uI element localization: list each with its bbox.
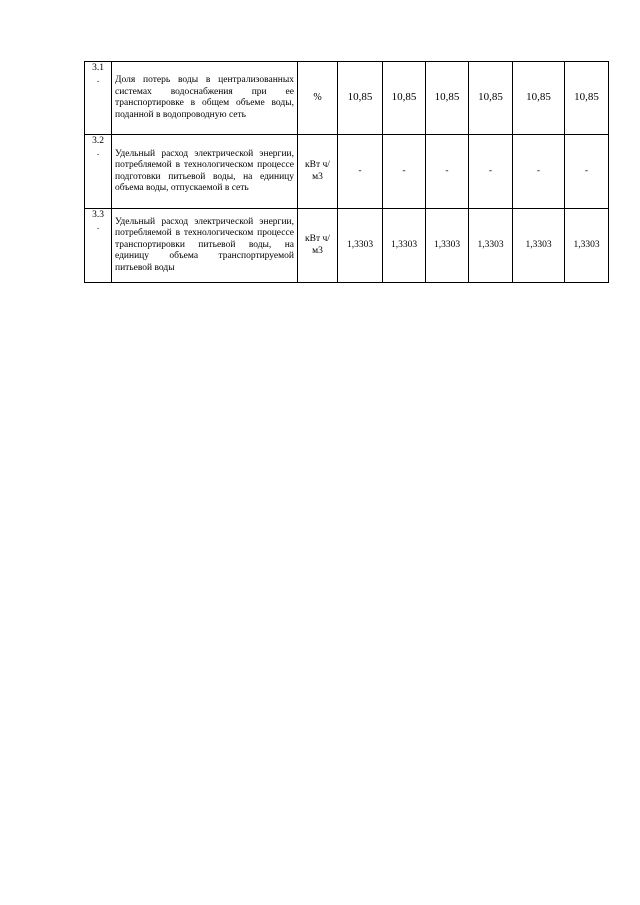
value-cell: 1,3303 <box>469 209 513 283</box>
indicators-table <box>84 61 609 283</box>
value-cell: - <box>565 135 609 209</box>
value-cell: - <box>338 135 383 209</box>
row-number <box>85 135 112 209</box>
value-cell: 1,3303 <box>565 209 609 283</box>
value-cell: 10,85 <box>565 62 609 135</box>
value-cell: - <box>426 135 469 209</box>
row-number-text: 3.1 . <box>92 63 104 85</box>
indicator-name: Удельный расход электрической энергии, потребляемой в технологическом процессе транспортировки питьевой воды, на единицу объема транспортируемой питьевой воды <box>112 209 298 283</box>
unit-cell: % <box>298 62 338 135</box>
indicator-name: Доля потерь воды в централизованных системах водоснабжения при ее транспортировке в общем объеме воды, поданной в водопроводную сеть <box>112 62 298 135</box>
value-cell: 10,85 <box>513 62 565 135</box>
indicator-name: Удельный расход электрической энергии, потребляемой в технологическом процессе подготовки питьевой воды, на единицу объема воды, отпускаемой в сеть <box>112 135 298 209</box>
value-cell: 1,3303 <box>513 209 565 283</box>
table-row <box>85 209 609 283</box>
value-cell: 1,3303 <box>426 209 469 283</box>
value-cell: - <box>513 135 565 209</box>
value-cell: 10,85 <box>469 62 513 135</box>
value-cell: 10,85 <box>338 62 383 135</box>
value-cell: 1,3303 <box>383 209 426 283</box>
unit-cell: кВт ч/м3 <box>298 209 338 283</box>
value-cell: 10,85 <box>383 62 426 135</box>
unit-cell: кВт ч/м3 <box>298 135 338 209</box>
value-cell: 10,85 <box>426 62 469 135</box>
table-row <box>85 135 609 209</box>
row-number-text: 3.3 . <box>92 210 104 232</box>
table-row <box>85 62 609 135</box>
value-cell: 1,3303 <box>338 209 383 283</box>
row-number-text: 3.2 . <box>92 136 104 158</box>
value-cell: - <box>469 135 513 209</box>
row-number <box>85 62 112 135</box>
value-cell: - <box>383 135 426 209</box>
row-number <box>85 209 112 283</box>
